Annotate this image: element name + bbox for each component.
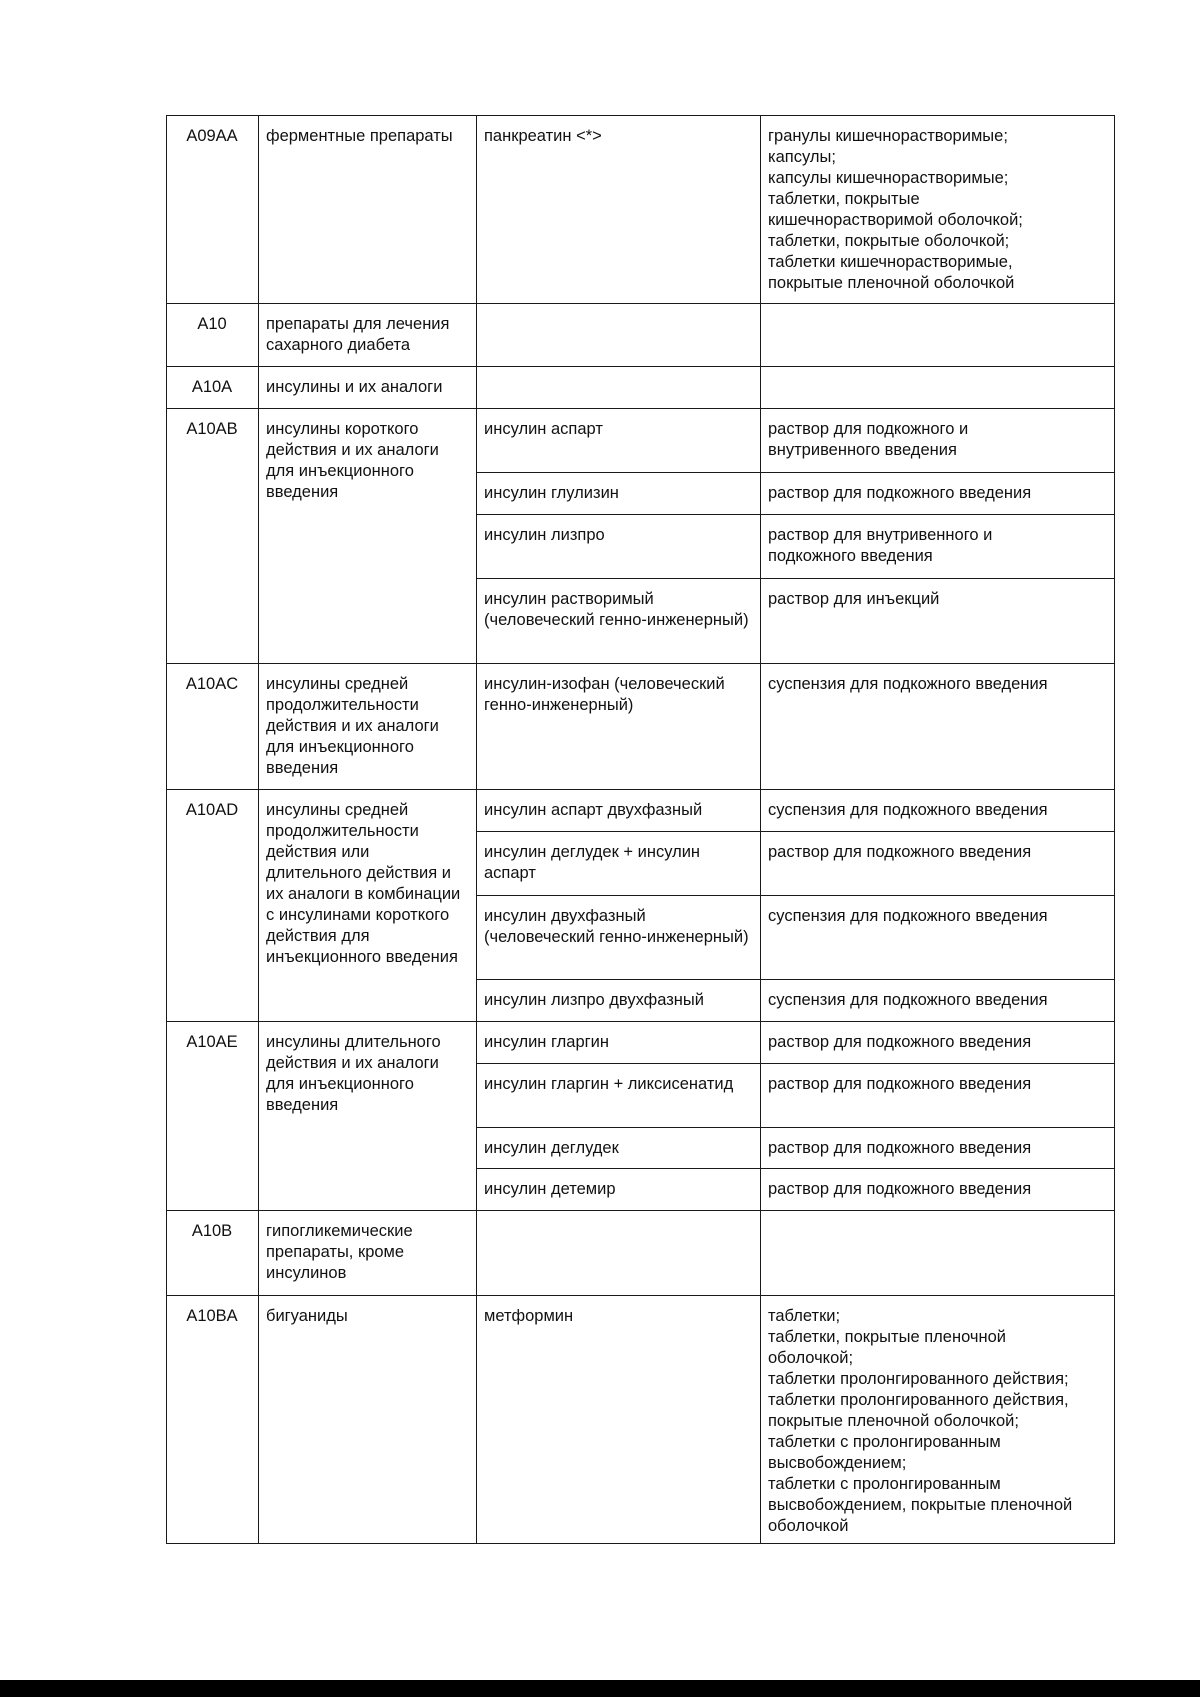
- dosage-form-cell: [761, 367, 1115, 409]
- drug-name-cell: инсулин аспарт: [477, 409, 761, 473]
- dosage-form-cell: [761, 116, 1115, 304]
- dosage-form-line: гранулы кишечнорастворимые;: [768, 127, 1008, 145]
- drug-name-cell: инсулин деглудек + инсулин аспарт: [477, 832, 761, 896]
- dosage-form-line: высвобождением, покрытые пленочной: [768, 1496, 1073, 1514]
- group-name-cell: бигуаниды: [259, 1296, 477, 1544]
- atc-code-cell: A10AC: [167, 664, 259, 790]
- dosage-form-line: суспензия для подкожного введения: [768, 907, 1048, 925]
- group-name-cell: инсулины и их аналоги: [259, 367, 477, 409]
- dosage-form-line: таблетки с пролонгированным: [768, 1433, 1001, 1451]
- drug-name-cell: инсулин-изофан (человеческий генно-инженерный): [477, 664, 761, 790]
- dosage-form-line: покрытые пленочной оболочкой;: [768, 1412, 1019, 1430]
- group-name-cell: инсулины длительного действия и их аналоги для инъекционного введения: [259, 1022, 477, 1211]
- dosage-form-line: таблетки с пролонгированным: [768, 1475, 1001, 1493]
- dosage-form-cell: [761, 980, 1115, 1022]
- drug-name-cell: инсулин аспарт двухфазный: [477, 790, 761, 832]
- dosage-form-cell: [761, 832, 1115, 896]
- dosage-form-cell: [761, 1128, 1115, 1169]
- atc-code-cell: A10: [167, 304, 259, 367]
- drug-name-cell: инсулин детемир: [477, 1169, 761, 1211]
- table-row: [167, 1022, 1115, 1064]
- dosage-form-line: раствор для подкожного введения: [768, 484, 1032, 502]
- drug-name-cell: [477, 304, 761, 367]
- dosage-form-line: раствор для подкожного и: [768, 420, 969, 438]
- atc-code-cell: A09AA: [167, 116, 259, 304]
- dosage-form-line: раствор для инъекций: [768, 590, 940, 608]
- atc-code-cell: A10B: [167, 1211, 259, 1296]
- drug-name-cell: метформин: [477, 1296, 761, 1544]
- table-row: [167, 116, 1115, 304]
- dosage-form-cell: [761, 1169, 1115, 1211]
- dosage-form-cell: [761, 409, 1115, 473]
- group-name-cell: ферментные препараты: [259, 116, 477, 304]
- dosage-form-line: подкожного введения: [768, 547, 933, 565]
- table-row: [167, 1211, 1115, 1296]
- table-body: [167, 116, 1115, 1544]
- dosage-form-cell: [761, 664, 1115, 790]
- drug-name-cell: инсулин растворимый (человеческий генно-инженерный): [477, 579, 761, 664]
- dosage-form-line: высвобождением;: [768, 1454, 907, 1472]
- dosage-form-line: таблетки, покрытые оболочкой;: [768, 232, 1010, 250]
- dosage-form-line: суспензия для подкожного введения: [768, 675, 1048, 693]
- drug-name-cell: [477, 1211, 761, 1296]
- table-row: [167, 790, 1115, 832]
- dosage-form-line: раствор для подкожного введения: [768, 1033, 1032, 1051]
- group-name-cell: инсулины короткого действия и их аналоги для инъекционного введения: [259, 409, 477, 664]
- dosage-form-line: оболочкой;: [768, 1349, 854, 1367]
- dosage-form-line: раствор для подкожного введения: [768, 1180, 1032, 1198]
- dosage-form-line: оболочкой: [768, 1517, 849, 1535]
- dosage-form-line: суспензия для подкожного введения: [768, 991, 1048, 1009]
- dosage-form-cell: [761, 1064, 1115, 1128]
- table-row: [167, 367, 1115, 409]
- dosage-form-line: таблетки, покрытые пленочной: [768, 1328, 1006, 1346]
- dosage-form-line: раствор для подкожного введения: [768, 1139, 1032, 1157]
- dosage-form-cell: [761, 515, 1115, 579]
- dosage-form-line: таблетки;: [768, 1307, 841, 1325]
- drug-name-cell: инсулин лизпро: [477, 515, 761, 579]
- dosage-form-cell: [761, 1211, 1115, 1296]
- dosage-form-line: капсулы кишечнорастворимые;: [768, 169, 1009, 187]
- dosage-form-line: суспензия для подкожного введения: [768, 801, 1048, 819]
- atc-code-cell: A10AE: [167, 1022, 259, 1211]
- dosage-form-line: таблетки, покрытые: [768, 190, 920, 208]
- drug-name-cell: инсулин деглудек: [477, 1128, 761, 1169]
- dosage-form-line: внутривенного введения: [768, 441, 957, 459]
- dosage-form-line: раствор для внутривенного и: [768, 526, 993, 544]
- drug-classification-table: [166, 115, 1115, 1544]
- dosage-form-cell: [761, 304, 1115, 367]
- dosage-form-cell: [761, 1296, 1115, 1544]
- group-name-cell: инсулины средней продолжительности действия и их аналоги для инъекционного введения: [259, 664, 477, 790]
- table-row: [167, 664, 1115, 790]
- dosage-form-cell: [761, 790, 1115, 832]
- dosage-form-line: кишечнорастворимой оболочкой;: [768, 211, 1023, 229]
- scan-bottom-edge: [0, 1680, 1200, 1697]
- dosage-form-line: покрытые пленочной оболочкой: [768, 274, 1015, 292]
- dosage-form-cell: [761, 896, 1115, 980]
- drug-name-cell: панкреатин <*>: [477, 116, 761, 304]
- atc-code-cell: A10BA: [167, 1296, 259, 1544]
- drug-name-cell: [477, 367, 761, 409]
- table-row: [167, 304, 1115, 367]
- group-name-cell: гипогликемические препараты, кроме инсулинов: [259, 1211, 477, 1296]
- drug-name-cell: инсулин гларгин + ликсисенатид: [477, 1064, 761, 1128]
- dosage-form-line: таблетки пролонгированного действия,: [768, 1391, 1069, 1409]
- atc-code-cell: A10AD: [167, 790, 259, 1022]
- drug-name-cell: инсулин гларгин: [477, 1022, 761, 1064]
- group-name-cell: препараты для лечения сахарного диабета: [259, 304, 477, 367]
- dosage-form-line: капсулы;: [768, 148, 836, 166]
- dosage-form-line: раствор для подкожного введения: [768, 843, 1032, 861]
- drug-name-cell: инсулин глулизин: [477, 473, 761, 515]
- dosage-form-cell: [761, 473, 1115, 515]
- table-row: [167, 409, 1115, 473]
- group-name-cell: инсулины средней продолжительности действия или длительного действия и их аналоги в комбинации с инсулинами короткого действия для инъекционного введения: [259, 790, 477, 1022]
- table-row: [167, 1296, 1115, 1544]
- drug-name-cell: инсулин лизпро двухфазный: [477, 980, 761, 1022]
- dosage-form-cell: [761, 1022, 1115, 1064]
- drug-name-cell: инсулин двухфазный (человеческий генно-инженерный): [477, 896, 761, 980]
- dosage-form-line: таблетки кишечнорастворимые,: [768, 253, 1013, 271]
- atc-code-cell: A10AB: [167, 409, 259, 664]
- dosage-form-line: раствор для подкожного введения: [768, 1075, 1032, 1093]
- atc-code-cell: A10A: [167, 367, 259, 409]
- dosage-form-line: таблетки пролонгированного действия;: [768, 1370, 1069, 1388]
- dosage-form-cell: [761, 579, 1115, 664]
